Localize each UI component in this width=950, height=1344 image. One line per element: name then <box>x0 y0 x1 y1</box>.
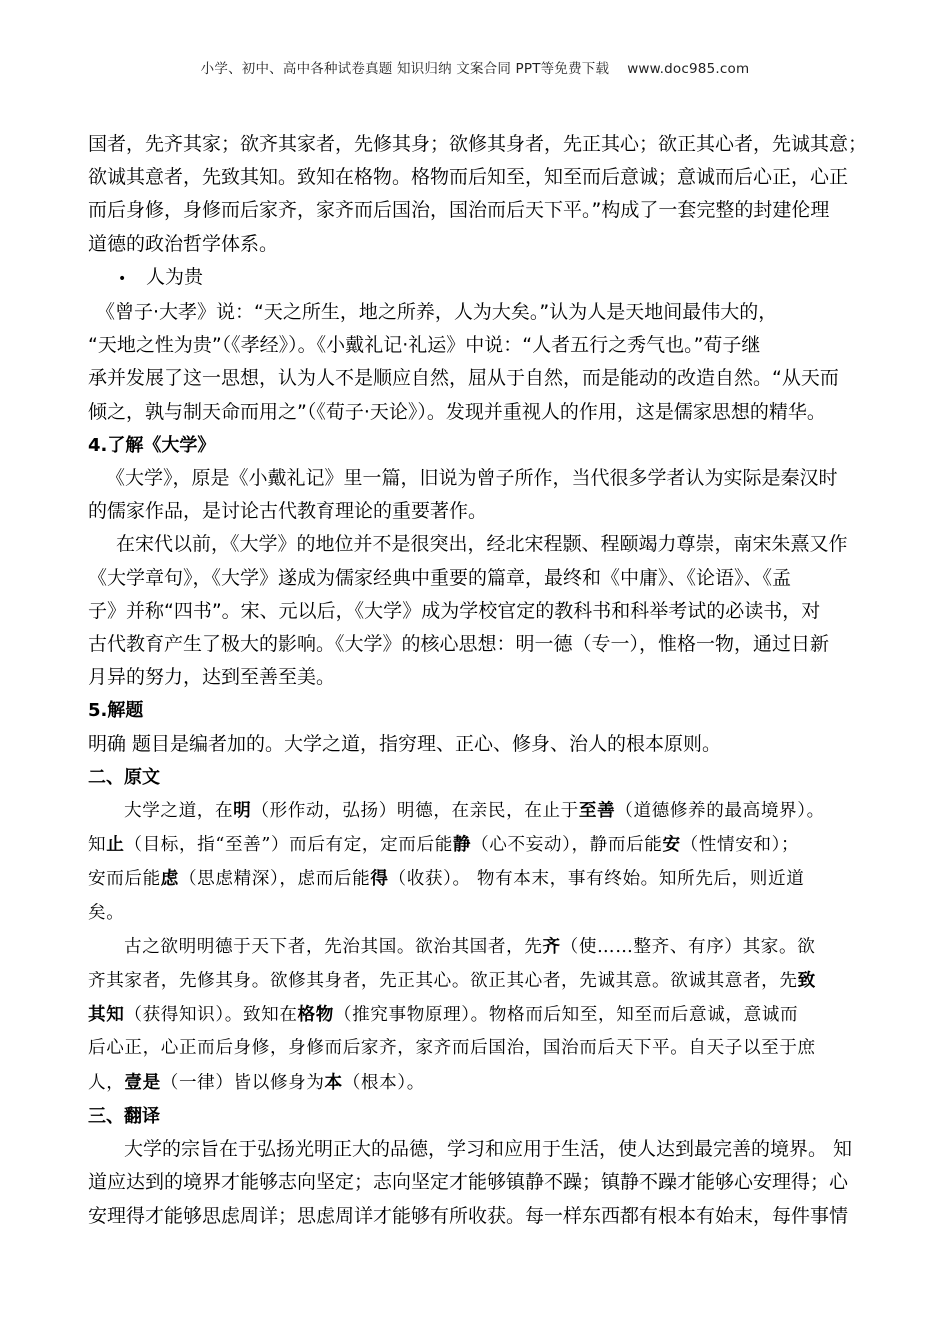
text-line <box>88 628 888 661</box>
keyword: 静 <box>452 834 472 856</box>
text-line <box>88 1200 888 1233</box>
text-line <box>88 128 888 161</box>
page-header <box>0 57 950 77</box>
text-segment: 古代教育产生了极大的影响。《大学》的核心思想：明一德（专一），惟格一物，通过日新 <box>88 633 830 656</box>
text-line <box>88 562 888 595</box>
text-line <box>88 396 888 429</box>
section-heading <box>88 694 888 727</box>
text-line <box>88 329 888 362</box>
keyword: 其知 <box>88 1004 125 1026</box>
text-segment: 知 <box>88 835 107 856</box>
text-segment: （思虑精深），虑而后能 <box>178 869 371 890</box>
text-segment: 人， <box>88 1072 125 1093</box>
text-segment: 的儒家作品，是讨论古代教育理论的重要著作。 <box>88 500 488 523</box>
text-segment: “天地之性为贵”（《孝经》）。《小戴礼记·礼运》中说：“人者五行之秀气也。”荀子继 <box>88 334 761 357</box>
section-heading <box>88 1100 888 1133</box>
text-line <box>88 362 888 395</box>
text-segment: 5.解题 <box>88 700 144 722</box>
text-segment: 月异的努力，达到至善至美。 <box>88 666 336 689</box>
text-line <box>88 728 888 761</box>
text-segment: 安理得才能够思虑周详；思虑周详才能够有所收获。每一样东西都有根本有始末，每件事情 <box>88 1204 849 1227</box>
keyword: 虑 <box>160 868 179 890</box>
text-line <box>88 462 888 495</box>
bullet-item <box>88 261 888 296</box>
text-segment: 齐其家者，先修其身。欲修其身者，先正其心。欲正其心者，先诚其意。欲诚其意者，先 <box>88 971 798 992</box>
text-segment: （根本）。 <box>342 1072 425 1093</box>
text-line <box>88 228 888 261</box>
text-line <box>88 194 888 227</box>
text-segment: 后心正，心正而后身修，身修而后家齐，家齐而后国治，国治而后天下平。自天子以至于庶 <box>88 1038 816 1059</box>
original-text-line <box>88 828 888 862</box>
original-text-line <box>88 794 888 828</box>
keyword: 明 <box>233 800 252 822</box>
text-line <box>88 1166 888 1199</box>
text-segment: 子》并称“四书”。宋、元以后，《大学》成为学校官定的教科书和科举考试的必读书，对 <box>88 599 821 622</box>
text-line <box>88 296 888 329</box>
text-segment: 4.了解《大学》 <box>88 434 216 456</box>
text-segment: 欲诚其意者，先致其知。致知在格物。格物而后知至，知至而后意诚；意诚而后心正，心正 <box>88 166 849 189</box>
text-segment: 二、原文 <box>88 766 160 788</box>
keyword: 得 <box>370 868 389 890</box>
text-segment: 三、翻译 <box>88 1105 160 1127</box>
original-text-line <box>88 1032 888 1065</box>
text-segment: 《大学章句》，《大学》遂成为儒家经典中重要的篇章，最终和《中庸》、《论语》、《孟 <box>88 566 792 589</box>
text-segment: 道德的政治哲学体系。 <box>88 232 279 255</box>
text-line <box>88 661 888 694</box>
text-segment: 国者，先齐其家；欲齐其家者，先修其身；欲修其身者，先正其心；欲正其心者，先诚其意； <box>88 133 868 155</box>
header-url: www.doc985.com <box>627 61 750 77</box>
section-heading <box>88 761 888 794</box>
keyword: 本 <box>324 1071 343 1093</box>
keyword: 壹是 <box>124 1071 161 1093</box>
keyword: 格物 <box>297 1004 334 1026</box>
text-segment: 承并发展了这一思想，认为人不是顺应自然，屈从于自然，而是能动的改造自然。“从天而 <box>88 367 839 390</box>
header-text: 小学、初中、高中各种试卷真题 知识归纳 文案合同 PPT等免费下载 <box>200 61 610 77</box>
text-line <box>88 595 888 628</box>
text-segment: 大学之道，在 <box>124 801 234 822</box>
text-segment: 大学的宗旨在于弘扬光明正大的品德，学习和应用于生活，使人达到最完善的境界。 知 <box>124 1138 853 1161</box>
document-body <box>88 128 888 1233</box>
text-segment: 《曾子·大孝》说：“天之所生，地之所养，人为大矣。”认为人是天地间最伟大的， <box>96 301 778 324</box>
keyword: 齐 <box>542 935 561 957</box>
text-segment: （心不妄动），静而后能 <box>471 835 663 856</box>
text-line <box>88 161 888 194</box>
original-text-line <box>88 862 888 896</box>
text-segment: （道德修养的最高境界）。 <box>615 801 825 822</box>
original-text-line <box>88 930 888 964</box>
original-text-line <box>88 897 888 930</box>
text-line <box>88 1133 888 1166</box>
keyword: 止 <box>106 834 125 856</box>
text-segment: 而后身修，身修而后家齐，家齐而后国治，国治而后天下平。”构成了一套完整的封建伦理 <box>88 199 830 222</box>
text-segment: 明确 题目是编者加的。大学之道，指穷理、正心、修身、治人的根本原则。 <box>88 732 722 755</box>
original-text-line <box>88 1066 888 1100</box>
text-segment: （目标，指“至善”）而后有定，定而后能 <box>124 835 453 856</box>
bullet-icon: • <box>118 270 127 287</box>
section-heading <box>88 429 888 462</box>
original-text-line <box>88 964 888 998</box>
keyword: 致 <box>797 970 816 992</box>
keyword: 至善 <box>578 800 616 822</box>
text-segment: 安而后能 <box>88 869 161 890</box>
keyword: 安 <box>662 834 681 856</box>
text-segment: （形作动，弘扬）明德，在亲民，在止于 <box>251 801 579 822</box>
text-segment: 《大学》，原是《小戴礼记》里一篇，旧说为曾子所作，当代很多学者认为实际是秦汉时 <box>106 467 838 490</box>
text-segment: 在宋代以前，《大学》的地位并不是很突出，经北宋程颢、程颐竭力尊崇，南宋朱熹又作 <box>116 533 848 556</box>
text-line <box>88 528 888 561</box>
text-segment: （推究事物原理）。物格而后知至，知至而后意诚，意诚而 <box>333 1005 799 1026</box>
text-segment: 古之欲明明德于天下者，先治其国。欲治其国者，先 <box>124 936 543 957</box>
text-segment: （收获）。 物有本末，事有终始。知所先后，则近道 <box>388 869 805 890</box>
text-segment: 倾之，孰与制天命而用之”（《荀子·天论》）。发现并重视人的作用，这是儒家思想的精华。 <box>88 400 826 423</box>
text-segment: （使……整齐、有序）其家。欲 <box>560 936 816 957</box>
text-segment: 道应达到的境界才能够志向坚定；志向坚定才能够镇静不躁；镇静不躁才能够心安理得；心 <box>88 1171 849 1194</box>
text-segment: （一律）皆以修身为 <box>160 1072 325 1093</box>
text-line <box>88 495 888 528</box>
text-segment: （获得知识）。致知在 <box>124 1005 298 1026</box>
text-segment: 人为贵 <box>146 265 204 288</box>
original-text-line <box>88 998 888 1032</box>
text-segment: 矣。 <box>88 902 125 923</box>
text-segment: （性情安和）； <box>680 835 800 856</box>
